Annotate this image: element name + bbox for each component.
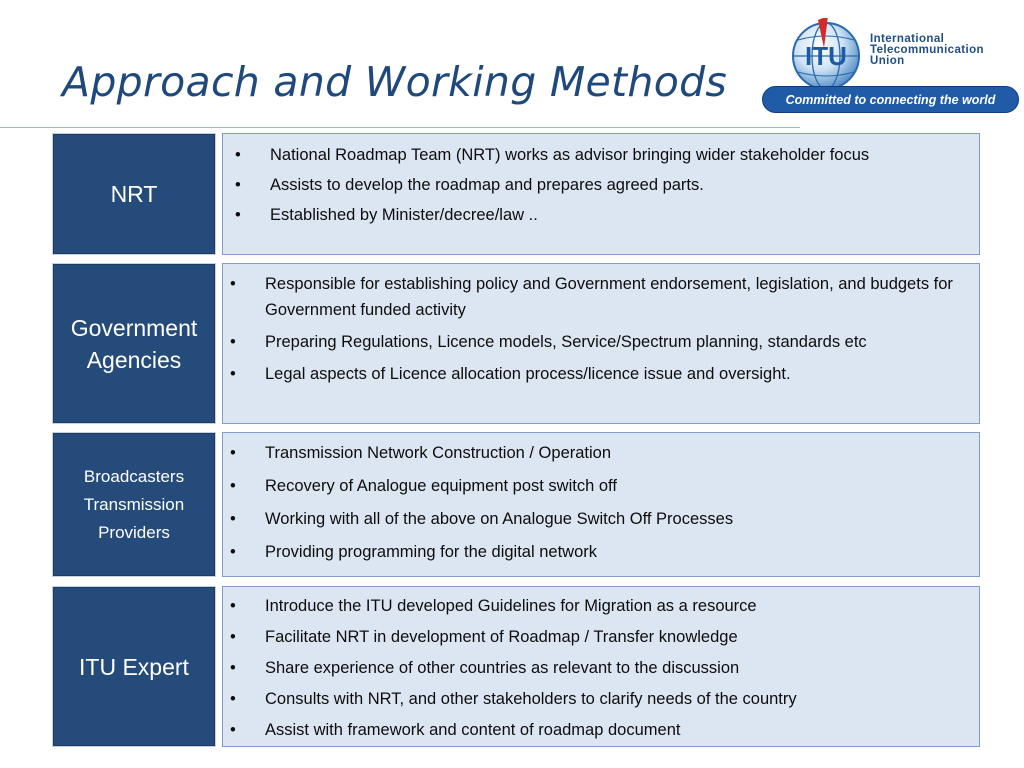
bullet-list <box>223 134 979 228</box>
bullet-item: • Share experience of other countries as relevant to the discussion <box>265 655 965 681</box>
itu-org-name <box>870 34 984 67</box>
row-label-text: Broadcasters Transmission Providers <box>83 466 185 542</box>
row-label-text: NRT <box>110 181 158 207</box>
bullet-item: • Facilitate NRT in development of Roadmap / Transfer knowledge <box>265 624 965 650</box>
bullet-item: • Preparing Regulations, Licence models, Service/Spectrum planning, standards etc <box>265 329 965 355</box>
bullet-item: • Legal aspects of Licence allocation process/licence issue and oversight. <box>265 361 965 387</box>
row-content <box>222 263 980 424</box>
org-line: International <box>870 33 945 45</box>
bullet-item: • Assist with framework and content of roadmap document <box>265 717 965 743</box>
bullet-item: • National Roadmap Team (NRT) works as advisor bringing wider stakeholder focus <box>270 142 965 168</box>
bullet-item: • Introduce the ITU developed Guidelines for Migration as a resource <box>265 593 965 619</box>
row-label-text: ITU Expert <box>79 653 189 680</box>
row-broadcasters <box>52 432 980 577</box>
row-label <box>52 432 216 577</box>
row-content <box>222 432 980 577</box>
bullet-list <box>223 264 979 387</box>
row-content <box>222 586 980 747</box>
bullet-item: • Established by Minister/decree/law .. <box>270 202 965 228</box>
bullet-item: • Working with all of the above on Analogue Switch Off Processes <box>265 506 965 532</box>
row-label <box>52 133 216 255</box>
bullet-item: • Transmission Network Construction / Operation <box>265 440 965 466</box>
org-line: Union <box>870 55 905 67</box>
row-label <box>52 263 216 424</box>
itu-logo <box>762 6 1020 110</box>
row-label <box>52 586 216 747</box>
org-line: Telecommunication <box>870 44 984 56</box>
bullet-item: • Providing programming for the digital network <box>265 539 965 565</box>
bullet-list <box>223 587 979 743</box>
slide-title: Approach and Working Methods <box>62 58 728 106</box>
title-divider <box>0 127 800 128</box>
bullet-item: • Consults with NRT, and other stakeholders to clarify needs of the country <box>265 686 965 712</box>
row-label-text: Government Agencies <box>70 314 198 373</box>
bullet-list <box>223 433 979 565</box>
row-content <box>222 133 980 255</box>
bullet-item: • Responsible for establishing policy and Government endorsement, legislation, and budgets for Government funded activity <box>265 271 965 323</box>
bullet-item: • Assists to develop the roadmap and prepares agreed parts. <box>270 172 965 198</box>
itu-tagline: Committed to connecting the world <box>762 86 1019 113</box>
row-government-agencies <box>52 263 980 424</box>
row-nrt <box>52 133 980 255</box>
itu-globe-text: ITU <box>805 41 847 71</box>
row-itu-expert <box>52 586 980 747</box>
bullet-item: • Recovery of Analogue equipment post switch off <box>265 473 965 499</box>
itu-globe-icon <box>788 18 864 94</box>
